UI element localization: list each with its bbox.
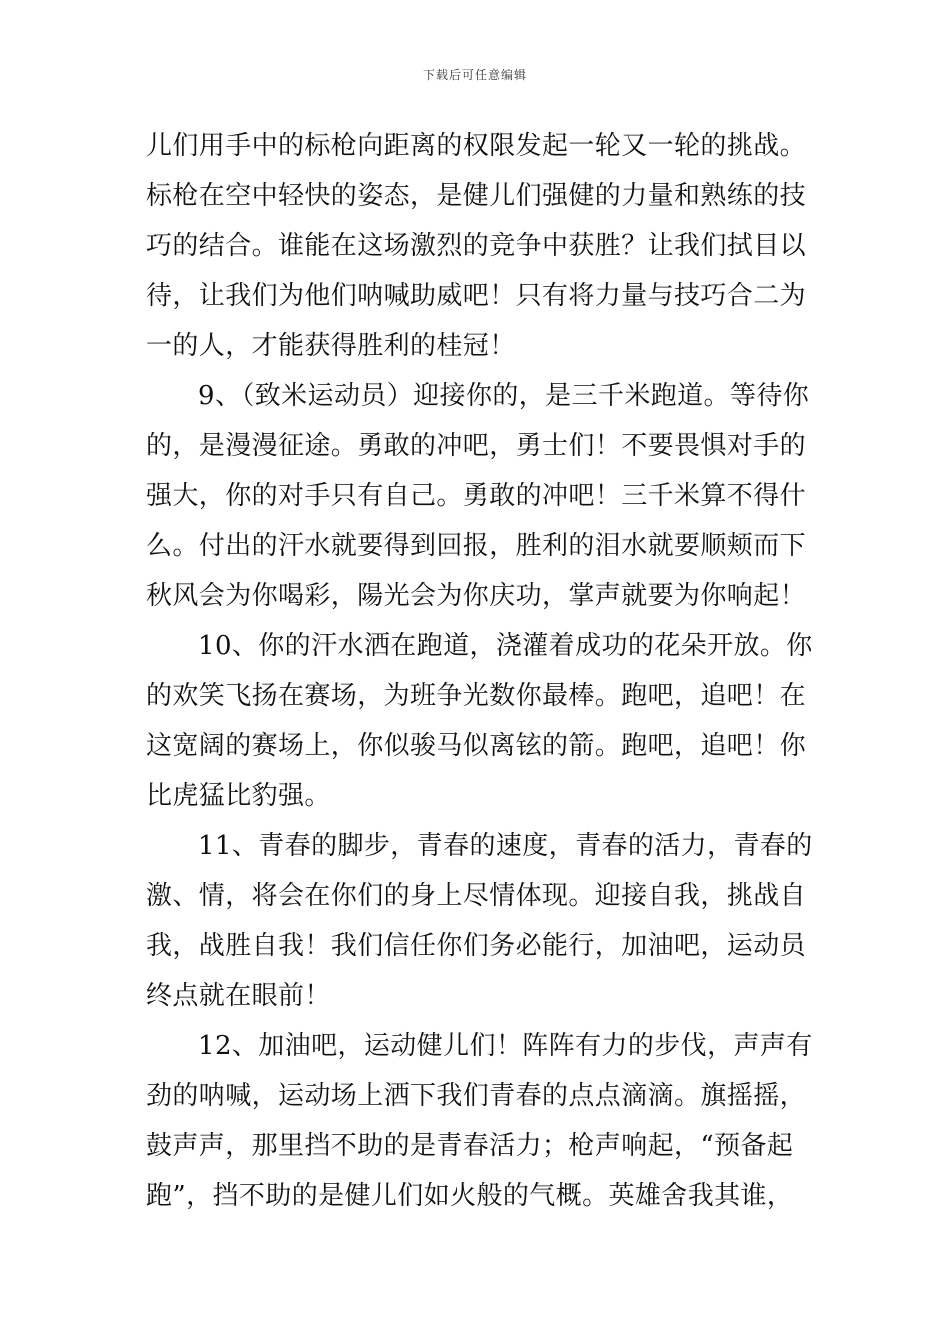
text-line: 激、情，将会在你们的身上尽情体现。迎接自我，挑战自	[146, 881, 807, 911]
paragraph	[146, 821, 813, 1021]
text-line: 鼓声声，那里挡不助的是青春活力；枪声响起，“预备起	[146, 1131, 794, 1161]
paragraph	[146, 121, 806, 371]
text-line: 待，让我们为他们呐喊助威吧！只有将力量与技巧合二为	[146, 281, 807, 311]
header-note: 下载后可任意编辑	[422, 68, 527, 82]
document-body	[146, 121, 813, 1221]
text-line: 的，是漫漫征途。勇敢的冲吧，勇士们！不要畏惧对手的	[146, 431, 807, 461]
paragraph	[146, 371, 810, 621]
text-line: 11、青春的脚步，青春的速度，青春的活力，青春的	[198, 831, 813, 861]
text-line: 强大，你的对手只有自己。勇敢的冲吧！三千米算不得什	[146, 481, 807, 511]
text-line: 秋风会为你喝彩，陽光会为你庆功，掌声就要为你响起！	[146, 581, 807, 611]
text-line: 10、你的汗水洒在跑道，浇灌着成功的花朵开放。你	[198, 631, 813, 661]
text-line: 终点就在眼前！	[146, 981, 331, 1011]
text-line: 我，战胜自我！我们信任你们务必能行，加油吧，运动员	[146, 931, 807, 961]
text-line: 9、（致米运动员）迎接你的，是三千米跑道。等待你	[198, 381, 810, 411]
text-line: 这宽阔的赛场上，你似骏马似离铉的箭。跑吧，追吧！你	[146, 731, 807, 761]
text-line: 跑”，挡不助的是健儿们如火般的气概。英雄舍我其谁，	[146, 1181, 794, 1211]
paragraph	[146, 1021, 813, 1221]
paragraph	[146, 621, 813, 821]
text-line: 一的人，才能获得胜利的桂冠！	[146, 331, 516, 361]
text-line: 12、加油吧，运动健儿们！阵阵有力的步伐，声声有	[198, 1031, 813, 1061]
text-line: 的欢笑飞扬在赛场，为班争光数你最棒。跑吧，追吧！在	[146, 681, 807, 711]
text-line: 儿们用手中的标枪向距离的权限发起一轮又一轮的挑战。	[146, 131, 807, 161]
text-line: 巧的结合。谁能在这场激烈的竞争中获胜？让我们拭目以	[146, 231, 807, 261]
text-line: 标枪在空中轻快的姿态，是健儿们强健的力量和熟练的技	[146, 181, 807, 211]
text-line: 劲的呐喊，运动场上洒下我们青春的点点滴滴。旗摇摇，	[146, 1081, 807, 1111]
text-line: 比虎猛比豹强。	[146, 781, 331, 811]
text-line: 么。付出的汗水就要得到回报，胜利的泪水就要顺颊而下	[146, 531, 807, 561]
